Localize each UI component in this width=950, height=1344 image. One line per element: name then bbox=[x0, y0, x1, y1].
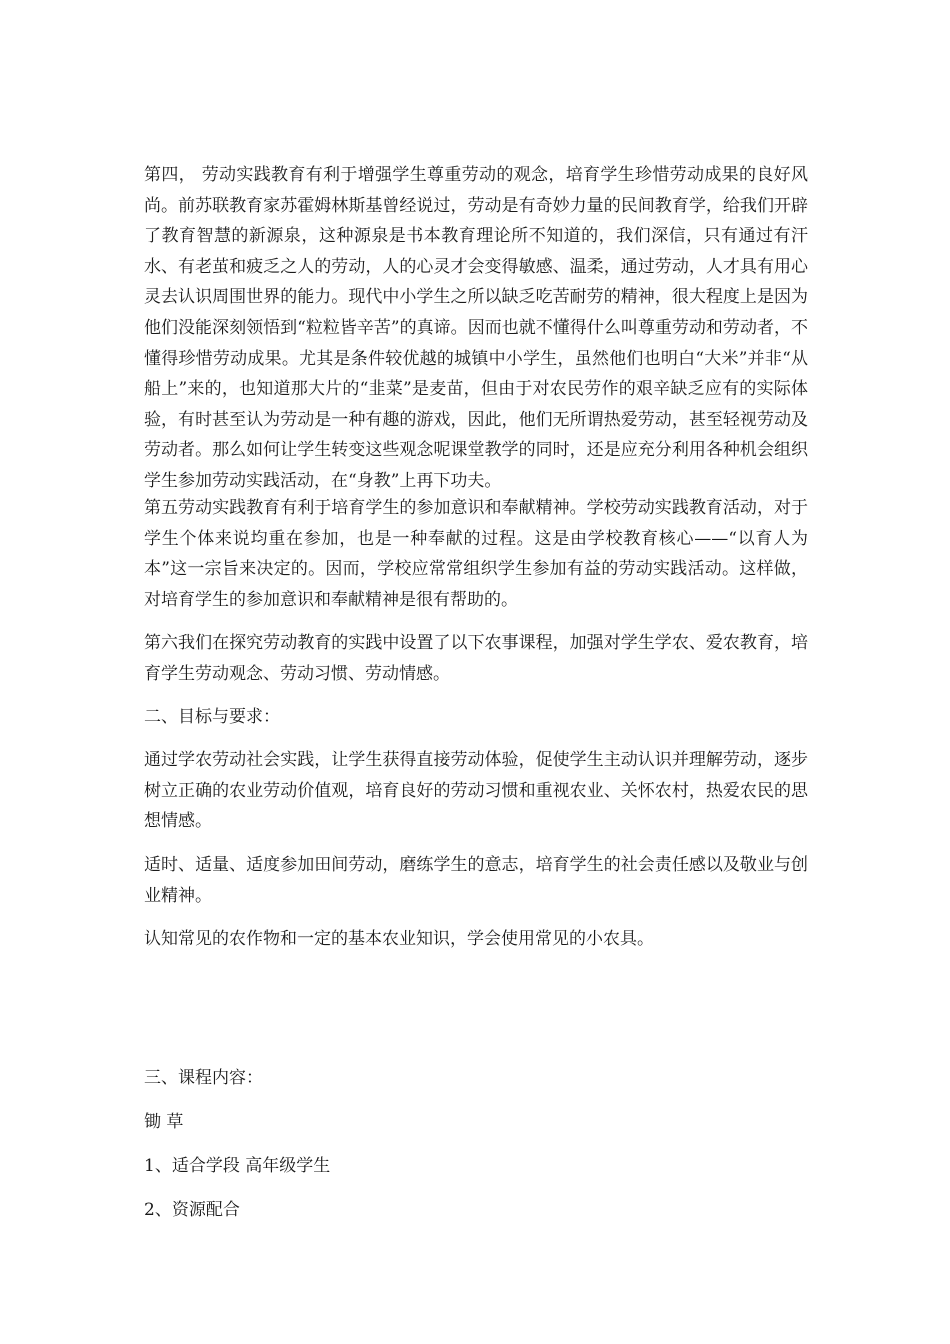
paragraph-goal-2: 适时、适量、适度参加田间劳动，磨练学生的意志，培育学生的社会责任感以及敬业与创业精神。 bbox=[144, 855, 808, 906]
paragraph-fourth-point: 第四， 劳动实践教育有利于增强学生尊重劳动的观念，培育学生珍惜劳动成果的良好风尚。前苏联教育家苏霍姆林斯基曾经说过，劳动是有奇妙力量的民间教育学，给我们开辟了教育智慧的新源泉，这种源泉是书本教育理论所不知道的，我们深信，只有通过有汗水、有老茧和疲乏之人的劳动，人的心灵才会变得敏感、温柔，通过劳动，人才具有用心灵去认识周围世界的能力。现代中小学生之所以缺乏吃苦耐劳的精神，很大程度上是因为他们没能深刻领悟到“粒粒皆辛苦”的真谛。因而也就不懂得什么叫尊重劳动和劳动者，不懂得珍惜劳动成果。尤其是条件较优越的城镇中小学生，虽然他们也明白“大米”并非“从船上”来的，也知道那大片的“韭菜”是麦苗，但由于对农民劳作的艰辛缺乏应有的实际体验，有时甚至认为劳动是一种有趣的游戏，因此，他们无所谓热爱劳动，甚至轻视劳动及劳动者。那么如何让学生转变这些观念呢课堂教学的同时，还是应充分利用各种机会组织学生参加劳动实践活动，在“身教”上再下功夫。 bbox=[144, 165, 808, 491]
paragraph-goal-3: 认知常见的农作物和一定的基本农业知识，学会使用常见的小农具。 bbox=[144, 929, 654, 949]
course-item-1: 1、适合学段 高年级学生 bbox=[144, 1156, 331, 1176]
section-heading-goals: 二、目标与要求： bbox=[144, 707, 280, 727]
paragraph-goal-1: 通过学农劳动社会实践，让学生获得直接劳动体验，促使学生主动认识并理解劳动，逐步树立正确的农业劳动价值观，培育良好的劳动习惯和重视农业、关怀农村，热爱农民的思想情感。 bbox=[144, 750, 808, 832]
paragraph-fifth-point: 第五劳动实践教育有利于培育学生的参加意识和奉献精神。学校劳动实践教育活动，对于学生个体来说均重在参加，也是一种奉献的过程。这是由学校教育核心——“以育人为本”这一宗旨来决定的。因而，学校应常常组织学生参加有益的劳动实践活动。这样做，对培育学生的参加意识和奉献精神是很有帮助的。 bbox=[144, 498, 808, 610]
section-heading-content: 三、课程内容： bbox=[144, 1068, 263, 1088]
course-title: 锄 草 bbox=[144, 1112, 184, 1132]
paragraph-sixth-point: 第六我们在探究劳动教育的实践中设置了以下农事课程，加强对学生学农、爱农教育，培育学生劳动观念、劳动习惯、劳动情感。 bbox=[144, 633, 808, 684]
course-item-2: 2、资源配合 bbox=[144, 1200, 240, 1220]
